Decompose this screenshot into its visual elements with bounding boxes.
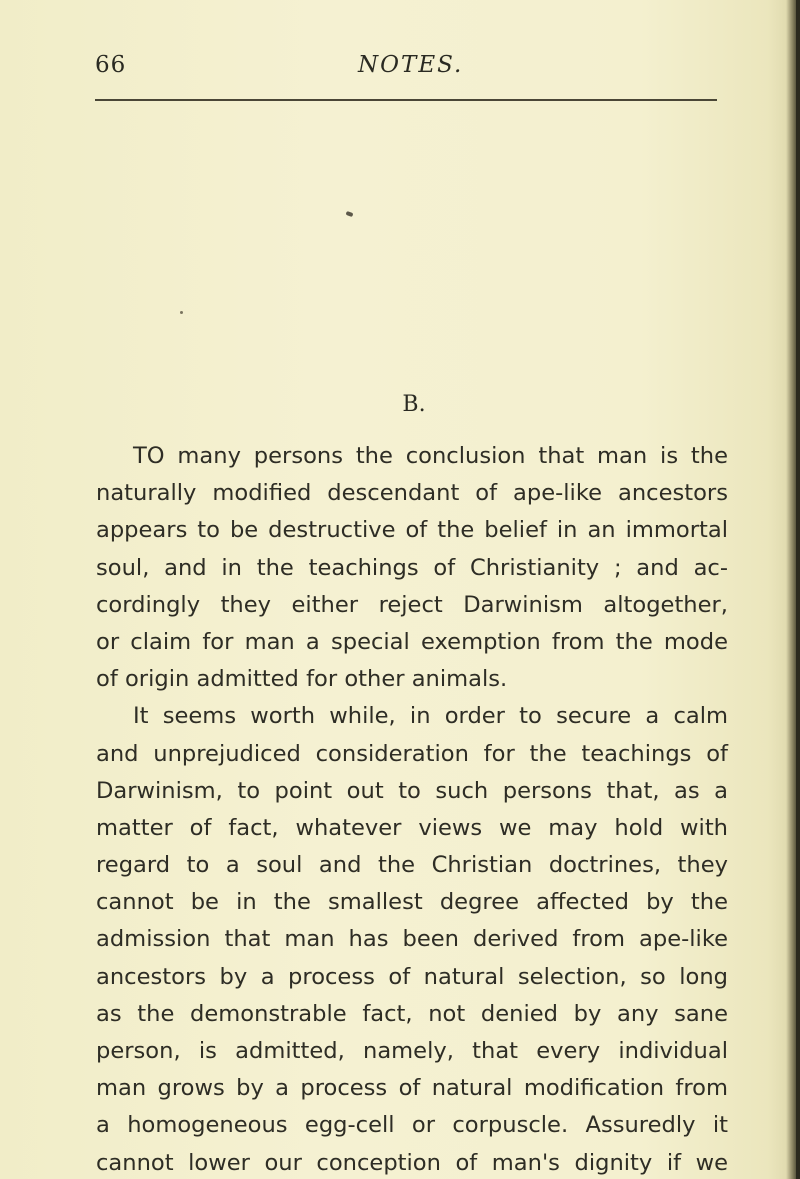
running-head: NOTES.: [358, 52, 464, 78]
text-line: as the demonstrable fact, not denied by any sane: [96, 1000, 728, 1027]
text-line: appears to be destructive of the belief in an immortal: [96, 517, 728, 544]
ink-speck: [180, 311, 183, 314]
text-line: It seems worth while, in order to secure a calm: [133, 703, 728, 730]
text-line: regard to a soul and the Christian doctrines, they: [96, 852, 728, 879]
section-letter: B.: [402, 392, 426, 417]
text-line: Darwinism, to point out to such persons that, as a: [96, 777, 728, 804]
ink-speck: [346, 211, 354, 217]
text-line: soul, and in the teachings of Christianity ; and ac-: [96, 554, 728, 581]
text-line: of origin admitted for other animals.: [96, 666, 508, 693]
text-line: matter of fact, whatever views we may hold with: [96, 814, 728, 841]
page-header: [95, 52, 715, 88]
text-line: person, is admitted, namely, that every individual: [96, 1038, 728, 1064]
text-line: a homogeneous egg-cell or corpuscle. Assuredly it: [96, 1112, 728, 1139]
text-line: man grows by a process of natural modification from: [96, 1075, 728, 1102]
text-line: cannot be in the smallest degree affected by the: [96, 889, 728, 916]
header-rule: [95, 99, 717, 101]
text-line: naturally modified descendant of ape-like ancestors: [96, 480, 728, 507]
text-line: and unprejudiced consideration for the teachings of: [96, 740, 728, 767]
text-line: ancestors by a process of natural selection, so long: [96, 963, 728, 990]
section-heading: [0, 392, 800, 417]
body-text: [96, 438, 728, 1179]
page-edge: [796, 0, 800, 1179]
text-line: or claim for man a special exemption from the mode: [96, 628, 728, 655]
text-line: cordingly they either reject Darwinism altogether,: [96, 591, 728, 618]
page-number: 66: [95, 52, 127, 78]
text-line: cannot lower our conception of man's dignity if we: [96, 1149, 728, 1176]
text-line: TO many persons the conclusion that man is the: [133, 443, 728, 469]
text-line: admission that man has been derived from ape-like: [96, 926, 728, 953]
